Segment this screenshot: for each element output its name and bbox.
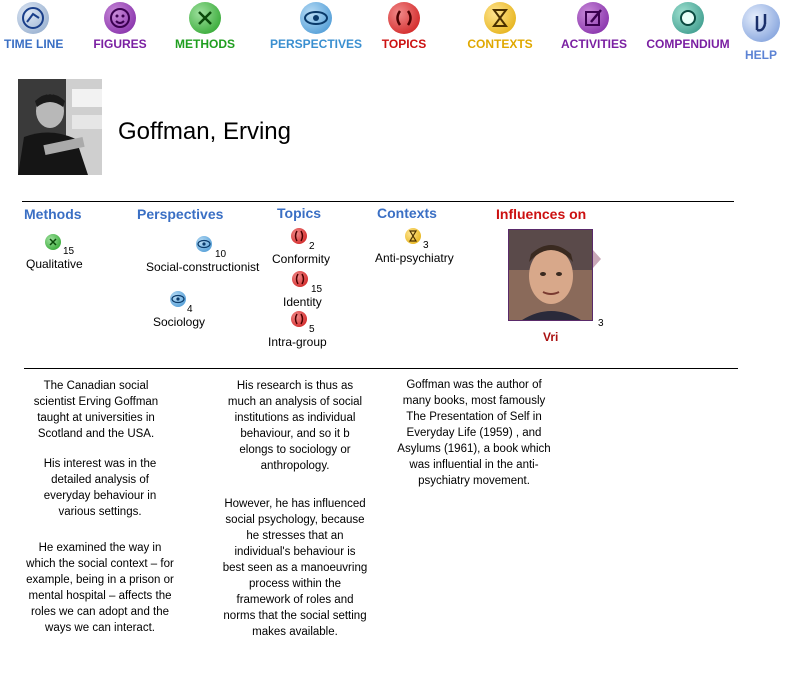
nav-contexts[interactable] [467,2,533,51]
influences-count: 3 [598,318,604,329]
nav-methods-label: METHODS [175,37,235,51]
methods-icon [189,2,221,34]
nav-perspectives-label: PERSPECTIVES [270,37,363,51]
bio-col1-p3: He examined the way in which the social context – for example, being in a prison or mental hospital – affects the roles we can adopt and the ways we can interact. [26,542,174,634]
help-icon [742,4,780,42]
methods-icon [45,234,61,250]
nav-help[interactable] [740,4,782,62]
next-arrow-icon[interactable] [593,250,601,268]
influences-heading: Influences on [496,206,587,222]
topic-count: 5 [309,324,315,335]
bio-col3-p1: Goffman was the author of many books, most famously The Presentation of Self in Everyday Life (1959) , and Asylums (1961), a book which was influential in the anti-psychiatry movement. [397,379,551,487]
nav-figures[interactable] [92,2,148,51]
bio-col1-p2: His interest was in the detailed analysis of everyday behaviour in various settings. [43,458,157,518]
topics-icon [291,311,307,327]
nav-timeline-label: TIME LINE [4,37,64,51]
influenced-person-name[interactable]: Vri [543,330,559,344]
methods-count: 15 [63,246,75,257]
portrait-image [18,79,102,175]
nav-compendium[interactable] [646,2,730,51]
topics-icon [292,271,308,287]
compendium-icon [672,2,704,34]
perspectives-icon [196,236,212,252]
divider-top [22,201,734,202]
person-name: Goffman, Erving [118,118,291,145]
topic-count: 15 [311,284,323,295]
nav-methods[interactable] [175,2,235,51]
contexts-icon [484,2,516,34]
activities-icon [577,2,609,34]
context-anti-psychiatry[interactable]: Anti-psychiatry [375,251,454,265]
perspectives-icon [300,2,332,34]
bio-col2-p1: His research is thus as much an analysis of social institutions as individual behaviour, and so it b elongs to sociology or anthropology. [227,380,363,472]
nav-topics[interactable] [380,2,428,51]
topic-conformity[interactable]: Conformity [272,252,331,266]
figures-icon [104,2,136,34]
nav-perspectives[interactable] [270,2,362,51]
nav-activities[interactable] [561,2,628,51]
topics-icon [291,228,307,244]
perspective-count: 10 [215,249,227,260]
nav-activities-label: ACTIVITIES [561,37,628,51]
method-qualitative[interactable]: Qualitative [26,257,83,271]
bio-col1-p1: The Canadian social scientist Erving Goffman taught at universities in Scotland and the USA. [33,380,159,440]
topics-heading[interactable]: Topics [277,205,322,221]
topic-intra-group[interactable]: Intra-group [268,335,327,349]
perspectives-icon [170,291,186,307]
influenced-person-photo[interactable] [508,229,593,321]
topics-icon [388,2,420,34]
perspectives-heading[interactable]: Perspectives [137,206,224,222]
topic-count: 2 [309,241,315,252]
timeline-icon [17,2,49,34]
nav-compendium-label: COMPENDIUM [646,37,730,51]
nav-help-label: HELP [744,48,777,62]
divider-bottom [24,368,738,369]
contexts-icon [405,228,421,244]
nav-timeline[interactable] [4,2,62,51]
perspective-count: 4 [187,304,193,315]
perspective-social-constructionist[interactable]: Social-constructionist [146,260,260,274]
bio-col2-p2: However, he has influenced social psychology, because he stresses that an individual's behaviour is best seen as a manoeuvring process within the framework of roles and norms that the social setting makes available. [222,498,368,638]
methods-heading[interactable]: Methods [24,206,82,222]
topic-identity[interactable]: Identity [283,295,322,309]
context-count: 3 [423,240,429,251]
nav-figures-label: FIGURES [93,37,147,51]
nav-topics-label: TOPICS [381,37,427,51]
perspective-sociology[interactable]: Sociology [153,315,206,329]
contexts-heading[interactable]: Contexts [377,205,437,221]
nav-contexts-label: CONTEXTS [467,37,533,51]
